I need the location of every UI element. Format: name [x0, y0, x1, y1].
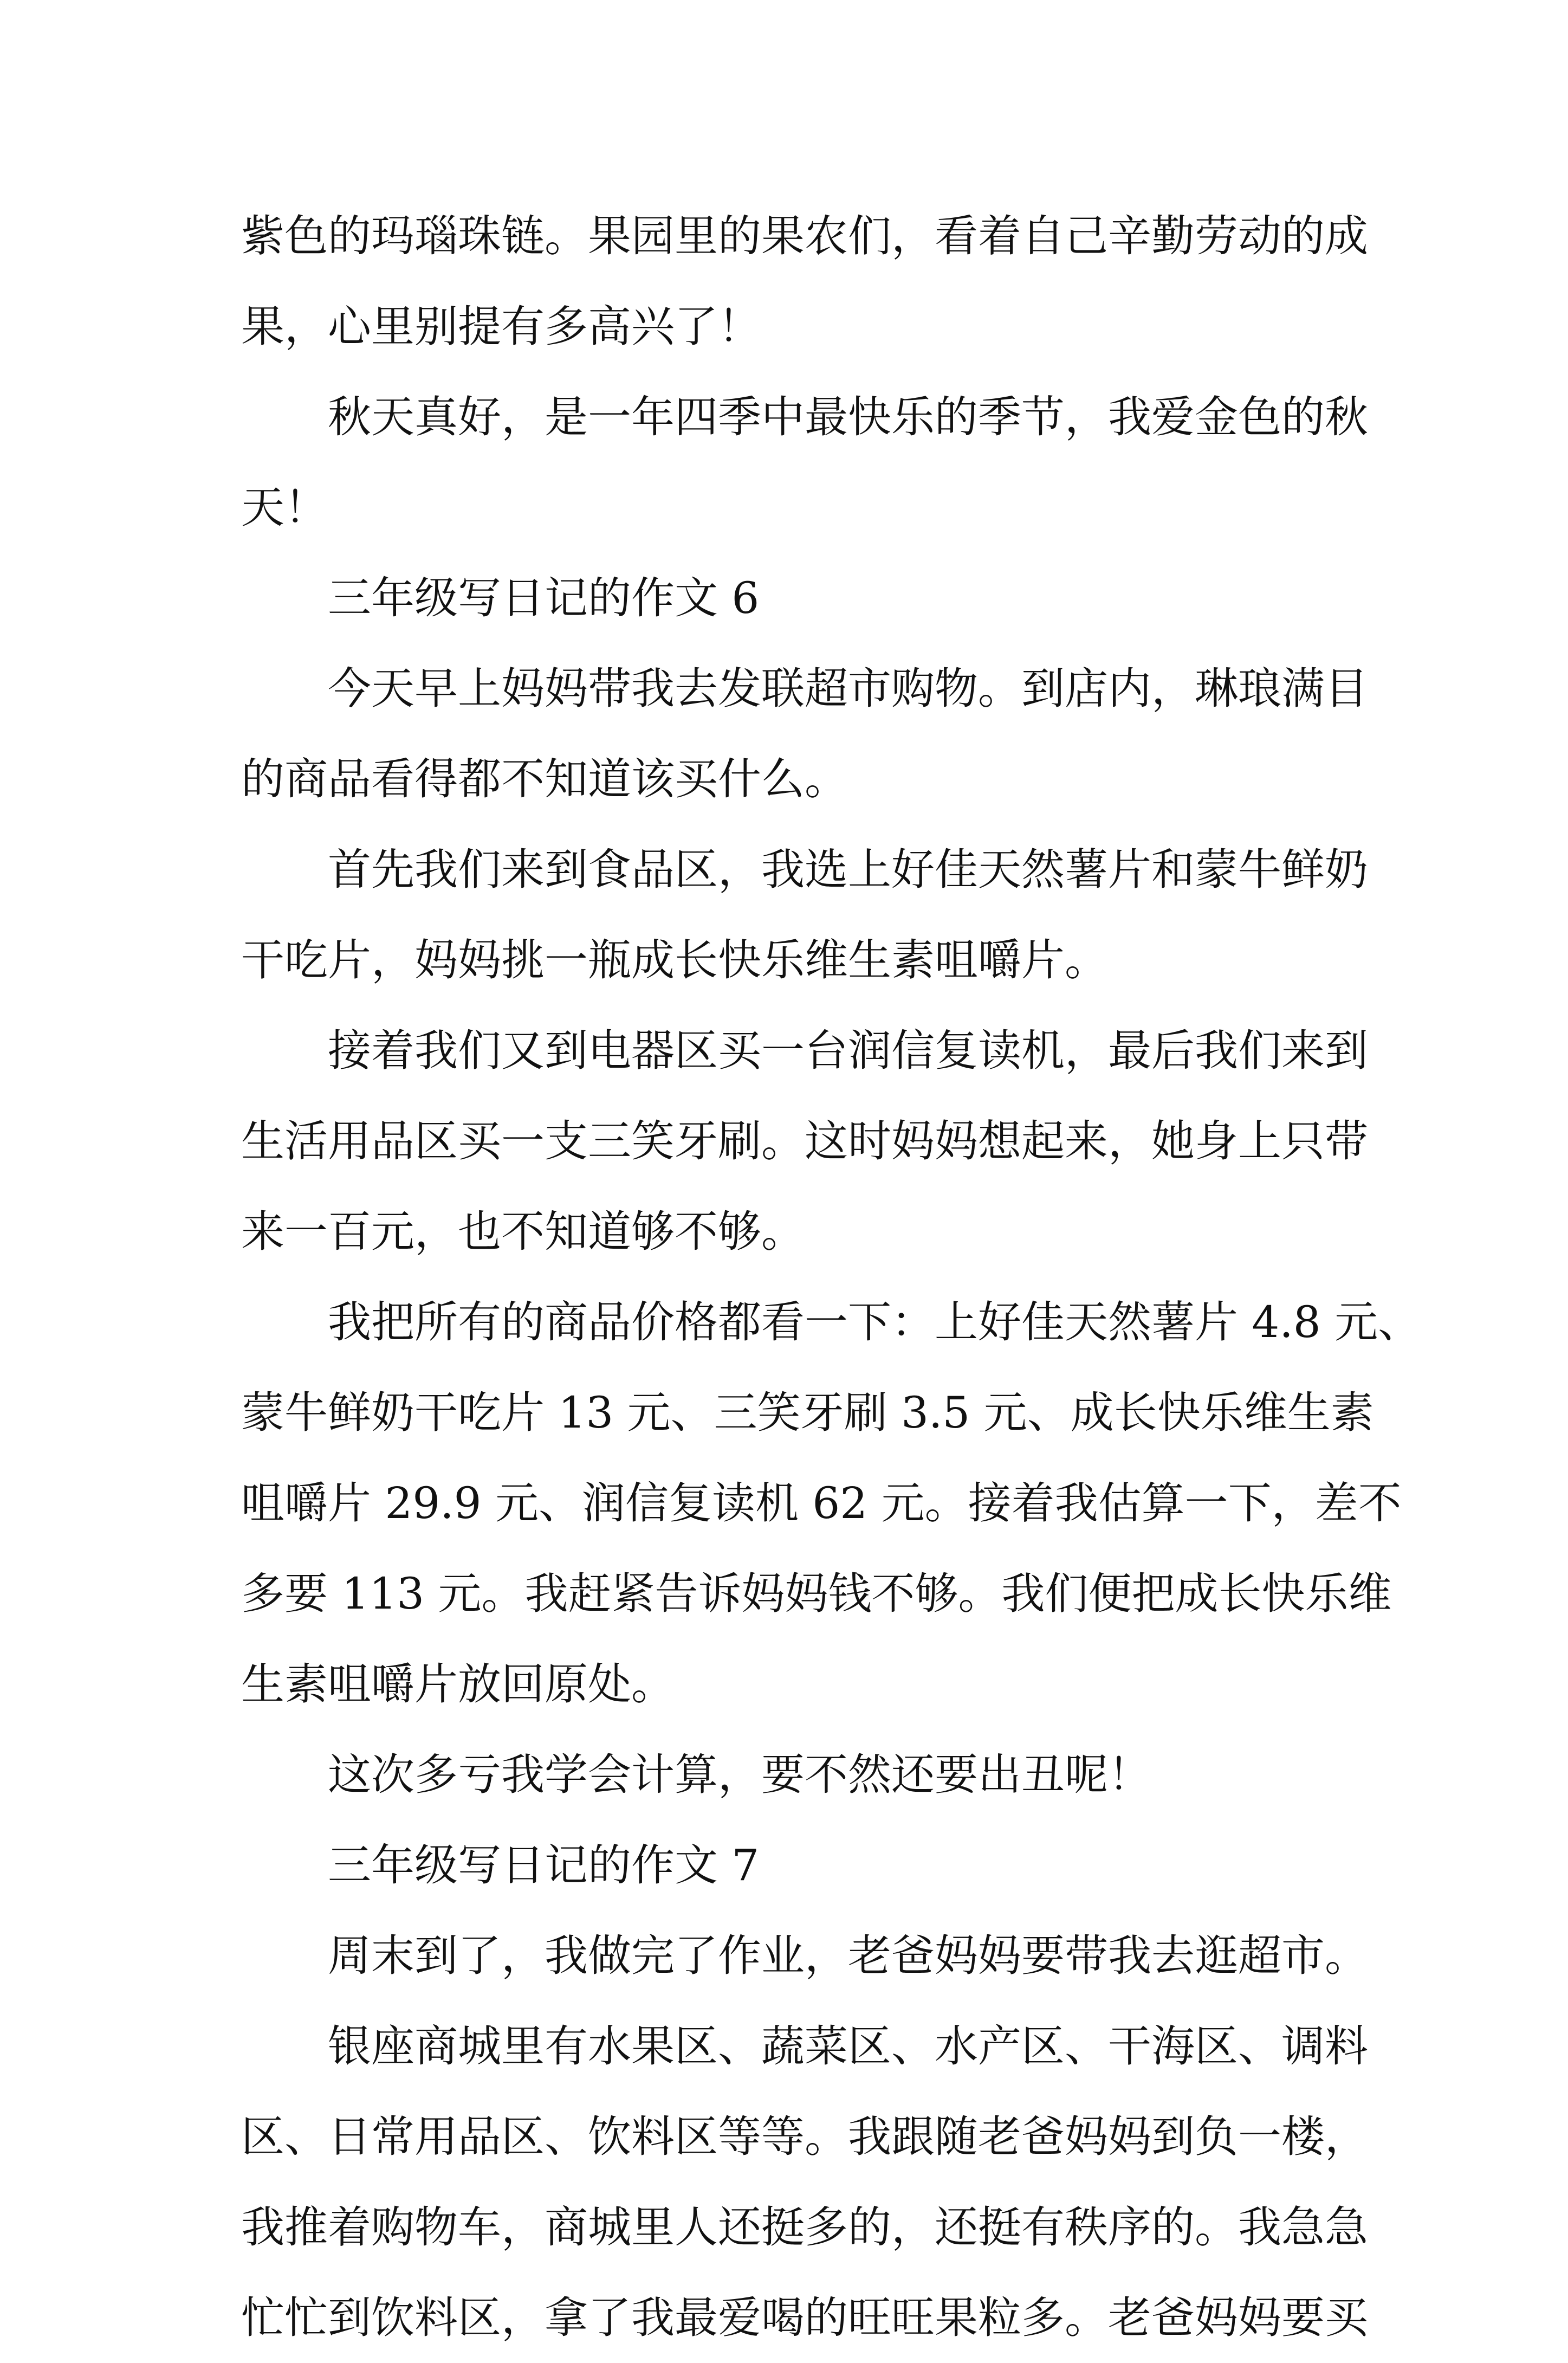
- text-line: 今天早上妈妈带我去发联超市购物。到店内，琳琅满目: [328, 663, 1368, 714]
- text-line: 的商品看得都不知道该买什么。: [241, 754, 848, 804]
- text-line: 三年级写日记的作文 7: [328, 1840, 760, 1890]
- text-line: 干吃片，妈妈挑一瓶成长快乐维生素咀嚼片。: [241, 935, 1108, 985]
- text-line: 我把所有的商品价格都看一下：上好佳天然薯片 4.8 元、: [328, 1297, 1422, 1347]
- document-body: [241, 191, 1422, 2363]
- text-line: 区、日常用品区、饮料区等等。我跟随老爸妈妈到负一楼，: [241, 2112, 1368, 2162]
- text-line: 秋天真好，是一年四季中最快乐的季节，我爱金色的秋: [328, 392, 1368, 442]
- text-line: 生素咀嚼片放回原处。: [241, 1659, 675, 1709]
- text-line: 蒙牛鲜奶干吃片 13 元、三笑牙刷 3.5 元、成长快乐维生素: [241, 1387, 1374, 1438]
- text-line: 银座商城里有水果区、蔬菜区、水产区、干海区、调料: [328, 2021, 1368, 2071]
- text-line: 我推着购物车，商城里人还挺多的，还挺有秩序的。我急急: [241, 2202, 1368, 2252]
- text-line: 这次多亏我学会计算，要不然还要出丑呢！: [328, 1749, 1151, 1800]
- text-line: 生活用品区买一支三笑牙刷。这时妈妈想起来，她身上只带: [241, 1116, 1368, 1166]
- text-line: 紫色的玛瑙珠链。果园里的果农们，看着自己辛勤劳动的成: [241, 211, 1368, 261]
- text-line: 来一百元，也不知道够不够。: [241, 1206, 805, 1257]
- text-line: 接着我们又到电器区买一台润信复读机，最后我们来到: [328, 1025, 1368, 1076]
- text-line: 周末到了，我做完了作业，老爸妈妈要带我去逛超市。: [328, 1931, 1368, 1981]
- text-line: 咀嚼片 29.9 元、润信复读机 62 元。接着我估算一下，差不: [241, 1478, 1402, 1528]
- text-line: 首先我们来到食品区，我选上好佳天然薯片和蒙牛鲜奶: [328, 844, 1368, 895]
- text-line: 天！: [241, 482, 328, 533]
- text-line: 三年级写日记的作文 6: [328, 573, 760, 623]
- text-line: 果，心里别提有多高兴了！: [241, 301, 761, 352]
- text-line: 多要 113 元。我赶紧告诉妈妈钱不够。我们便把成长快乐维: [241, 1568, 1392, 1619]
- text-line: 忙忙到饮料区，拿了我最爱喝的旺旺果粒多。老爸妈妈要买: [241, 2293, 1368, 2343]
